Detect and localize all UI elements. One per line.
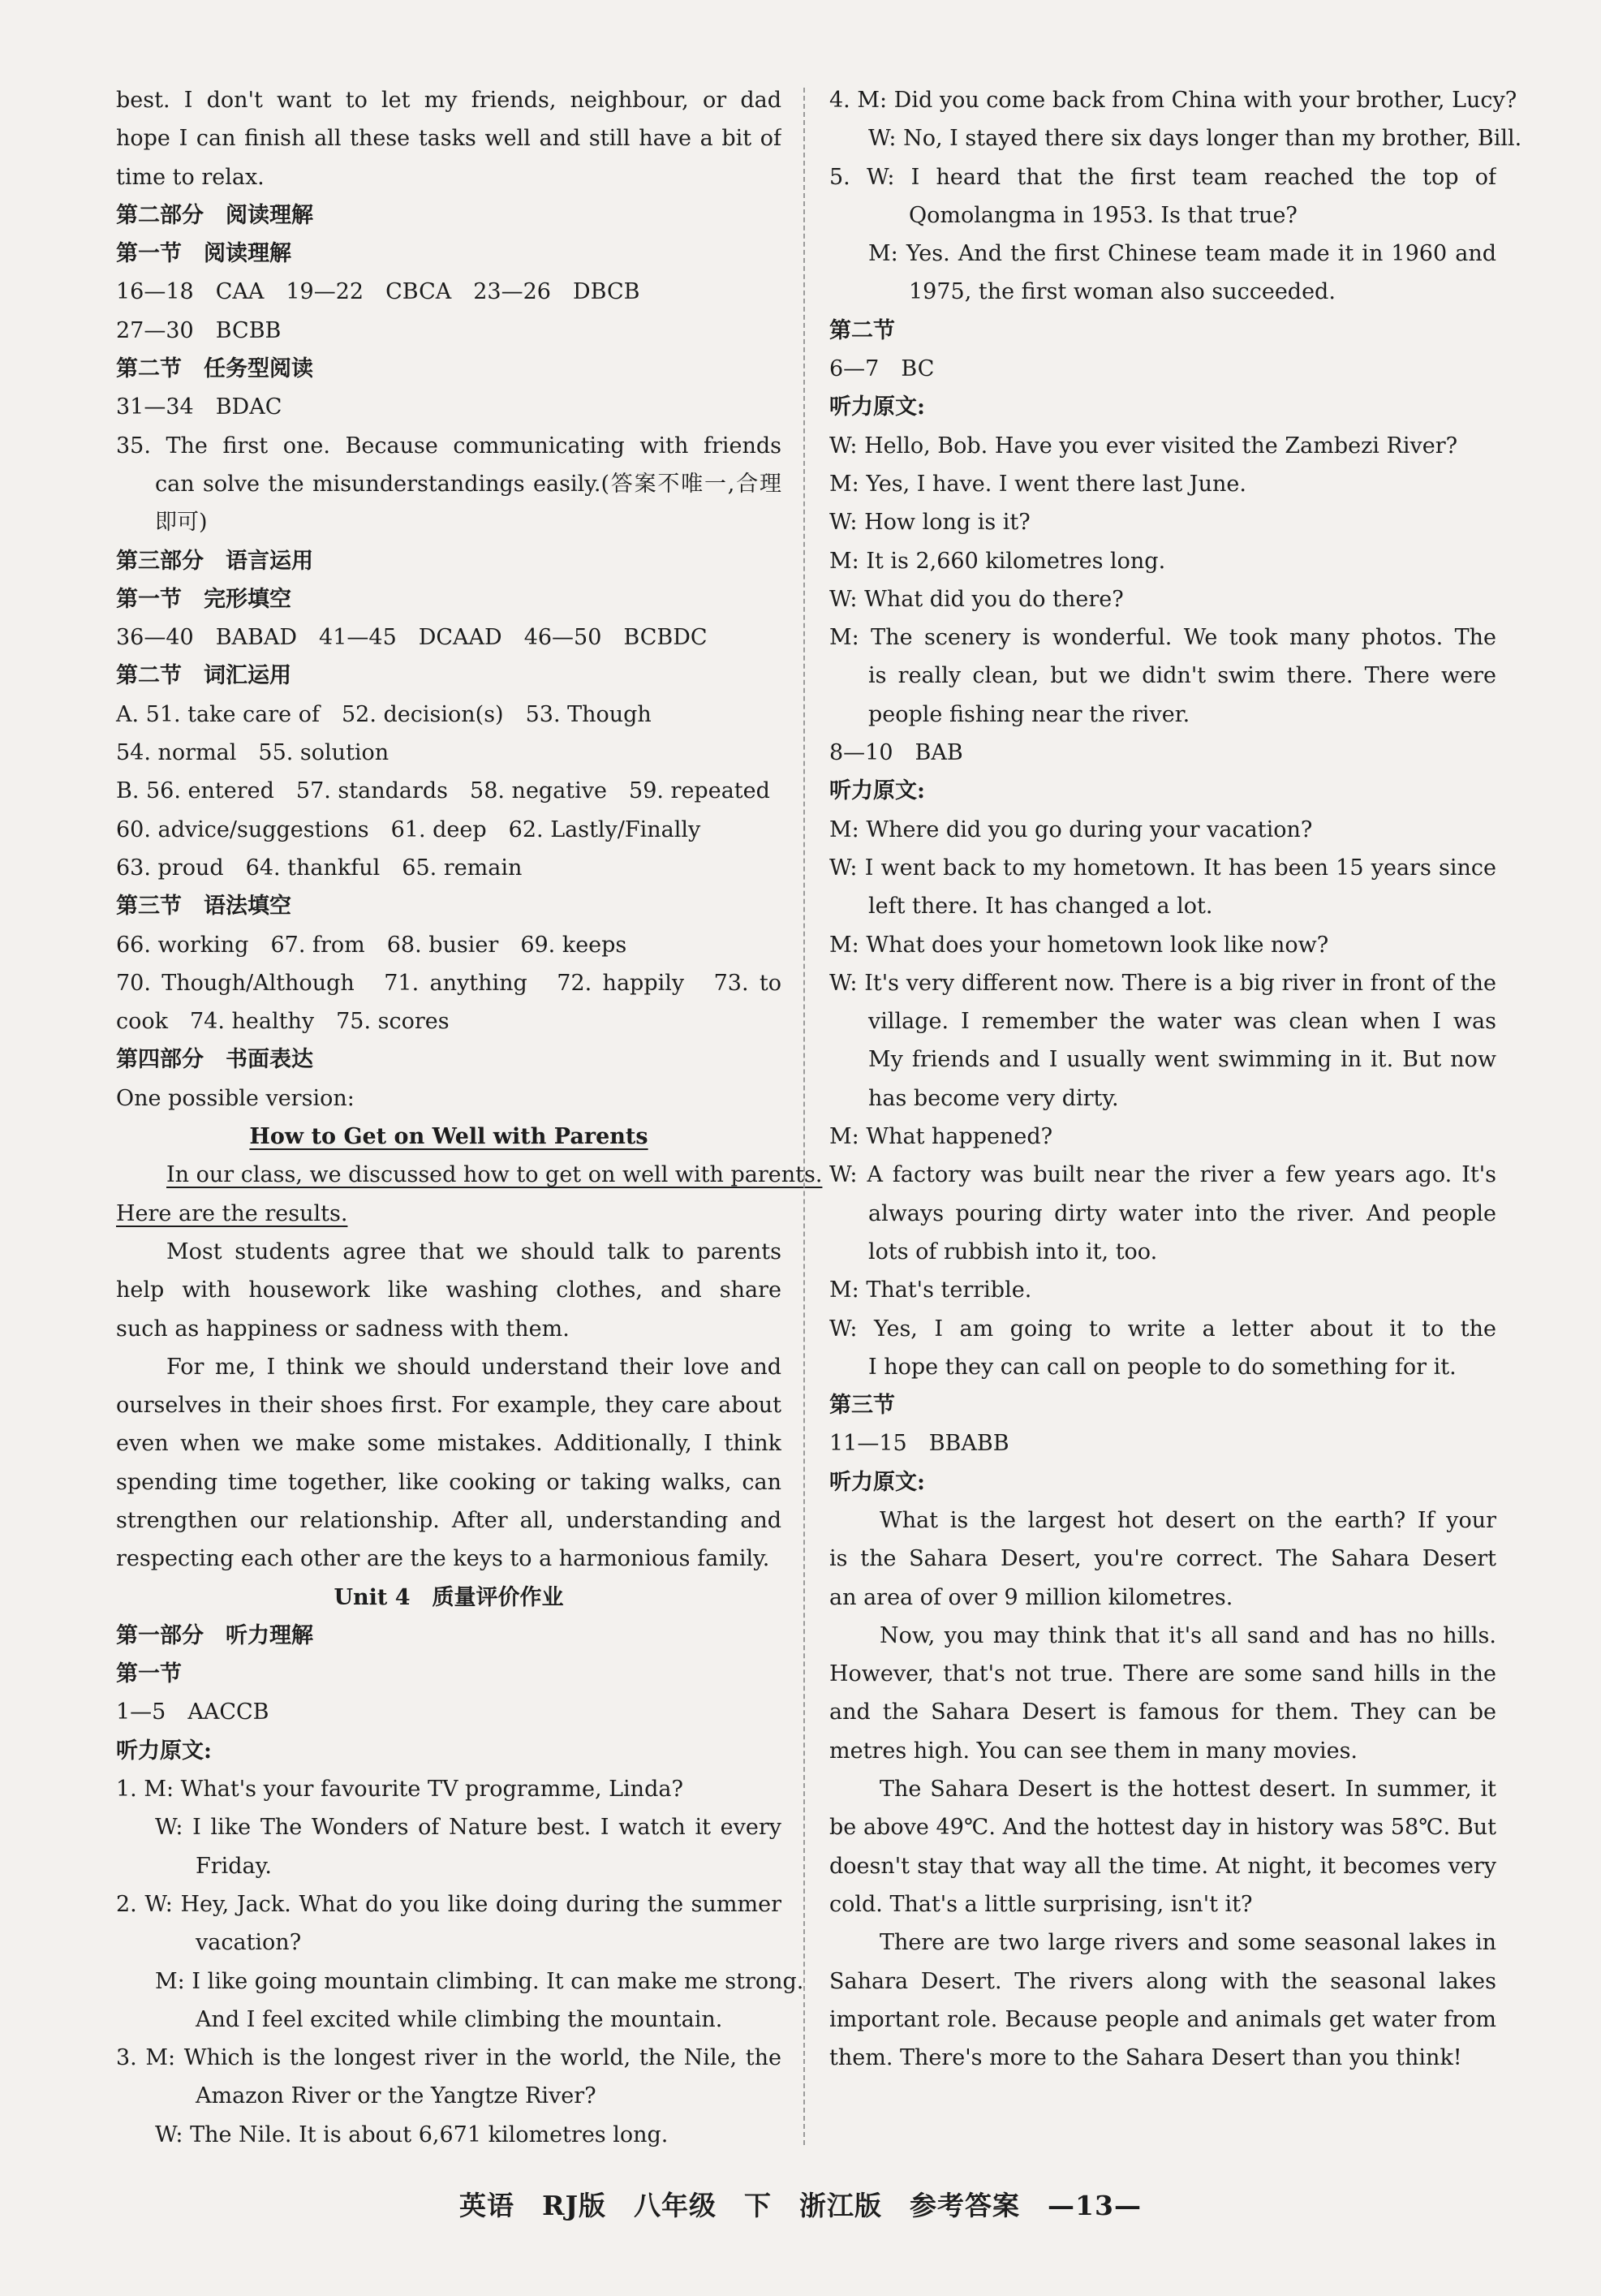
left-line-8: 31—34 BDAC [116, 394, 282, 420]
left-line-9: 35. The first one. Because communicating with friends [116, 433, 781, 459]
right-line-41: However, that's not true. There are some sand hills in the [829, 1661, 1496, 1687]
right-line-0: 4. M: Did you come back from China with your brother, Lucy? [829, 88, 1517, 113]
left-line-5: 16—18 CAA 19—22 CBCA 23—26 DBCB [116, 279, 640, 305]
left-line-17: 54. normal 55. solution [116, 740, 389, 766]
right-line-46: doesn't stay that way all the time. At night, it becomes very [829, 1853, 1496, 1879]
left-line-22: 66. working 67. from 68. busier 69. keeps [116, 932, 627, 958]
right-line-28: W: A factory was built near the river a few years ago. It's [829, 1162, 1496, 1188]
right-line-47: cold. That's a little surprising, isn't it? [829, 1891, 1253, 1917]
right-column [829, 81, 1522, 2077]
right-line-24: village. I remember the water was clean when I was [868, 1009, 1496, 1035]
left-line-13: 第一节 完形填空 [116, 586, 291, 612]
right-line-19: M: Where did you go during your vacation? [829, 816, 1313, 842]
left-line-33: For me, I think we should understand their love and [166, 1354, 781, 1380]
left-line-41: 第一节 [116, 1661, 182, 1687]
right-line-6: 第二节 [829, 317, 895, 343]
left-line-32: such as happiness or sadness with them. [116, 1316, 570, 1342]
right-line-5: 1975, the first woman also succeeded. [909, 279, 1336, 305]
left-line-47: 2. W: Hey, Jack. What do you like doing during the summer [116, 1891, 781, 1917]
right-line-22: M: What does your hometown look like now? [829, 932, 1329, 958]
right-line-31: M: That's terrible. [829, 1277, 1032, 1303]
left-line-35: even when we make some mistakes. Additionally, I think [116, 1431, 781, 1457]
right-line-49: Sahara Desert. The rivers along with the seasonal lakes [829, 1968, 1496, 1994]
left-line-52: Amazon River or the Yangtze River? [196, 2083, 596, 2109]
left-line-23: 70. Though/Although 71. anything 72. happily 73. to [116, 970, 781, 996]
right-line-12: M: It is 2,660 kilometres long. [829, 548, 1166, 574]
left-line-27: How to Get on Well with Parents [249, 1124, 648, 1150]
right-line-36: 听力原文: [829, 1469, 925, 1495]
left-line-46: Friday. [196, 1853, 272, 1879]
right-line-1: W: No, I stayed there six days longer than my brother, Bill. [868, 126, 1522, 152]
right-line-23: W: It's very different now. There is a big river in front of the [829, 970, 1496, 996]
right-line-26: has become very dirty. [868, 1085, 1119, 1111]
left-line-16: A. 51. take care of 52. decision(s) 53. Though [116, 701, 652, 727]
left-line-6: 27—30 BCBB [116, 317, 282, 343]
right-line-25: My friends and I usually went swimming in it. But now [868, 1047, 1496, 1073]
left-line-26: One possible version: [116, 1085, 355, 1111]
right-line-35: 11—15 BBABB [829, 1431, 1009, 1457]
left-line-28: In our class, we discussed how to get on well with parents. [166, 1162, 823, 1188]
right-line-38: is the Sahara Desert, you're correct. The Sahara Desert [829, 1546, 1496, 1572]
left-line-18: B. 56. entered 57. standards 58. negative 59. repeated [116, 778, 770, 804]
right-line-17: 8—10 BAB [829, 740, 963, 766]
right-line-8: 听力原文: [829, 394, 925, 420]
left-line-7: 第二节 任务型阅读 [116, 356, 313, 382]
right-line-3: Qomolangma in 1953. Is that true? [909, 202, 1298, 228]
right-line-48: There are two large rivers and some seasonal lakes in [880, 1930, 1496, 1956]
left-line-50: And I feel excited while climbing the mountain. [196, 2006, 723, 2032]
right-line-7: 6—7 BC [829, 356, 935, 382]
right-line-16: people fishing near the river. [868, 701, 1190, 727]
right-line-30: lots of rubbish into it, too. [868, 1238, 1158, 1264]
right-line-51: them. There's more to the Sahara Desert than you think! [829, 2045, 1462, 2071]
right-line-39: an area of over 9 million kilometres. [829, 1584, 1233, 1610]
page-footer: 英语 RJ版 八年级 下 浙江版 参考答案 —13— [459, 2190, 1142, 2221]
left-line-34: ourselves in their shoes first. For example, they care about [116, 1393, 781, 1419]
right-line-13: W: What did you do there? [829, 586, 1124, 612]
left-line-1: hope I can finish all these tasks well and still have a bit of [116, 126, 781, 152]
left-line-48: vacation? [196, 1930, 302, 1956]
left-line-0: best. I don't want to let my friends, neighbour, or dad [116, 88, 781, 113]
right-line-15: is really clean, but we didn't swim there. There were [868, 663, 1496, 689]
right-line-4: M: Yes. And the first Chinese team made it in 1960 and [868, 241, 1496, 267]
left-line-20: 63. proud 64. thankful 65. remain [116, 855, 523, 881]
left-line-12: 第三部分 语言运用 [116, 548, 313, 574]
right-line-33: I hope they can call on people to do something for it. [868, 1354, 1457, 1380]
left-line-42: 1—5 AACCB [116, 1699, 269, 1725]
left-line-40: 第一部分 听力理解 [116, 1622, 313, 1648]
left-line-31: help with housework like washing clothes, and share [116, 1277, 781, 1303]
left-line-30: Most students agree that we should talk to parents [166, 1238, 781, 1264]
left-line-45: W: I like The Wonders of Nature best. I watch it every [155, 1815, 781, 1841]
right-line-29: always pouring dirty water into the river. And people [868, 1200, 1496, 1226]
right-line-14: M: The scenery is wonderful. We took many photos. The [829, 625, 1496, 651]
left-line-4: 第一节 阅读理解 [116, 241, 291, 267]
left-line-21: 第三节 语法填空 [116, 894, 291, 920]
left-line-36: spending time together, like cooking or taking walks, can [116, 1469, 781, 1495]
right-line-42: and the Sahara Desert is famous for them. They can be [829, 1699, 1496, 1725]
right-line-44: The Sahara Desert is the hottest desert. In summer, it [880, 1777, 1496, 1803]
right-line-45: be above 49℃. And the hottest day in history was 58℃. But [829, 1815, 1496, 1841]
left-line-43: 听力原文: [116, 1738, 212, 1764]
right-line-20: W: I went back to my hometown. It has been 15 years since [829, 855, 1496, 881]
left-line-24: cook 74. healthy 75. scores [116, 1009, 450, 1035]
left-line-2: time to relax. [116, 164, 265, 190]
left-line-29: Here are the results. [116, 1200, 348, 1226]
left-line-38: respecting each other are the keys to a harmonious family. [116, 1546, 770, 1572]
left-line-25: 第四部分 书面表达 [116, 1047, 313, 1073]
left-line-3: 第二部分 阅读理解 [116, 202, 313, 228]
right-line-10: M: Yes, I have. I went there last June. [829, 471, 1246, 497]
right-line-37: What is the largest hot desert on the earth? If your [880, 1507, 1496, 1533]
left-line-49: M: I like going mountain climbing. It can make me strong. [155, 1968, 804, 1994]
left-line-44: 1. M: What's your favourite TV programme, Linda? [116, 1777, 683, 1803]
left-line-39: Unit 4 质量评价作业 [334, 1584, 564, 1610]
right-line-27: M: What happened? [829, 1124, 1053, 1150]
left-line-15: 第二节 词汇运用 [116, 663, 291, 689]
left-column [116, 81, 823, 2154]
right-line-9: W: Hello, Bob. Have you ever visited the Zambezi River? [829, 433, 1458, 459]
left-line-19: 60. advice/suggestions 61. deep 62. Lastly/Finally [116, 816, 701, 842]
left-line-10: can solve the misunderstandings easily.(答案不唯一,合理 [155, 471, 781, 497]
right-line-50: important role. Because people and animals get water from [829, 2006, 1496, 2032]
column-divider [803, 88, 805, 2145]
right-line-21: left there. It has changed a lot. [868, 894, 1213, 920]
right-line-40: Now, you may think that it's all sand and has no hills. [880, 1622, 1496, 1648]
right-line-18: 听力原文: [829, 778, 925, 804]
left-line-37: strengthen our relationship. After all, understanding and [116, 1507, 781, 1533]
right-line-43: metres high. You can see them in many movies. [829, 1738, 1358, 1764]
left-line-51: 3. M: Which is the longest river in the world, the Nile, the [116, 2045, 781, 2071]
left-line-14: 36—40 BABAD 41—45 DCAAD 46—50 BCBDC [116, 625, 708, 651]
right-line-2: 5. W: I heard that the first team reached the top of [829, 164, 1496, 190]
right-line-32: W: Yes, I am going to write a letter about it to the [829, 1316, 1496, 1342]
right-line-34: 第三节 [829, 1393, 895, 1419]
left-line-11: 即可) [155, 510, 208, 536]
left-line-53: W: The Nile. It is about 6,671 kilometres long. [155, 2122, 669, 2147]
right-line-11: W: How long is it? [829, 510, 1031, 536]
